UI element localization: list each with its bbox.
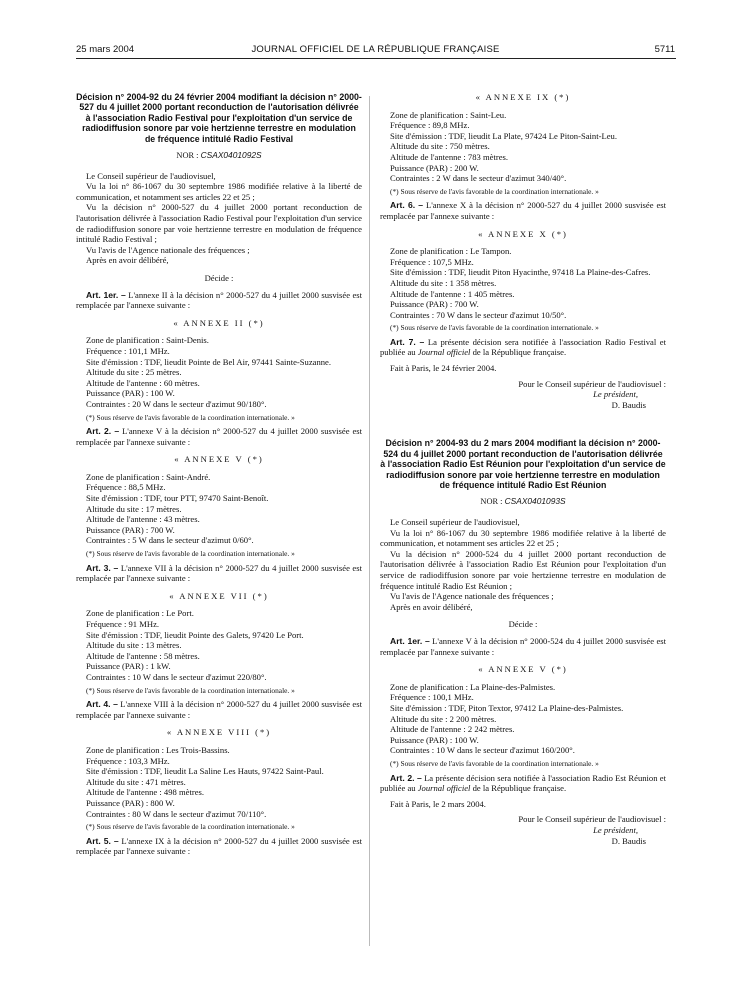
article-text: de la République française. xyxy=(470,783,567,794)
annex-line: Altitude de l'antenne : 60 mètres. xyxy=(86,377,200,388)
annex-note: (*) Sous réserve de l'avis favorable de la coordination internationale. » xyxy=(390,758,599,768)
column-divider xyxy=(369,96,370,946)
article-label: Art. 3. – xyxy=(86,562,119,573)
annex-note: (*) Sous réserve de l'avis favorable de la coordination internationale. » xyxy=(390,323,599,333)
annex-line: Puissance (PAR) : 800 W. xyxy=(86,797,175,808)
nor-label: NOR : xyxy=(480,497,503,507)
article xyxy=(380,337,666,358)
annex-line: Altitude de l'antenne : 498 mètres. xyxy=(86,787,205,798)
preamble-line: Le Conseil supérieur de l'audiovisuel, xyxy=(86,170,216,181)
annex-line: Puissance (PAR) : 200 W. xyxy=(390,162,479,173)
annex-line: Altitude du site : 25 mètres. xyxy=(86,367,182,378)
article xyxy=(76,563,362,584)
annex-line: Site d'émission : TDF, lieudit La Saline Les Hauts, 97422 Saint-Paul. xyxy=(86,766,324,777)
annex-line: Puissance (PAR) : 100 W. xyxy=(86,388,175,399)
annex-line: Fréquence : 107,5 MHz. xyxy=(390,256,474,267)
signature-role: Le président, xyxy=(593,389,638,400)
article-text: L'annexe VII à la décision n° 2000-527 du 4 juillet 2000 susvisée est remplacée par l'annexe suivante : xyxy=(76,562,362,584)
page-header xyxy=(0,0,751,80)
annex-line: Altitude du site : 1 358 mètres. xyxy=(390,277,497,288)
annex-line: Site d'émission : TDF, Piton Textor, 97412 La Plaine-des-Palmistes. xyxy=(390,702,624,713)
header-rule xyxy=(76,58,676,59)
article-text: La présente décision sera notifiée à l'association Radio Est Réunion et publiée au xyxy=(380,772,666,794)
annex-line: Altitude de l'antenne : 43 mètres. xyxy=(86,514,200,525)
annex-heading: « ANNEXE VIII (*) xyxy=(166,727,272,738)
annex-line: Site d'émission : TDF, lieudit Pointe des Galets, 97420 Le Port. xyxy=(86,629,304,640)
annex-line: Contraintes : 20 W dans le secteur d'azimut 90/180°. xyxy=(86,398,267,409)
article-label: Art. 5. – xyxy=(86,835,119,846)
article-label: Art. 1er. – xyxy=(390,636,430,646)
preamble-line: Vu la décision n° 2000-527 du 4 juillet 2000 portant reconduction de l'autorisation délivrée à l'association Radio Festival pour l'exploitation d'un service de radiodiffusion sonore par voie hertzienne terrestre en modulation de fréquence intitulé Radio Festival ; xyxy=(76,202,362,245)
annex-line: Site d'émission : TDF, tour PTT, 97470 Saint-Benoît. xyxy=(86,493,269,504)
annex-line: Contraintes : 5 W dans le secteur d'azimut 0/60°. xyxy=(86,535,254,546)
annex-line: Fréquence : 101,1 MHz. xyxy=(86,345,170,356)
preamble-line: Vu la loi n° 86-1067 du 30 septembre 1986 modifiée relative à la liberté de communication, et notamment ses articles 22 et 25 ; xyxy=(76,181,362,202)
annex-heading: « ANNEXE VII (*) xyxy=(169,590,269,601)
preamble-line: Vu l'avis de l'Agence nationale des fréquences ; xyxy=(86,244,250,255)
annex-line: Puissance (PAR) : 700 W. xyxy=(86,524,175,535)
annex-line: Zone de planification : Le Port. xyxy=(86,608,194,619)
preamble-line: Vu la décision n° 2000-524 du 4 juillet 2000 portant reconduction de l'autorisation délivrée à l'association Radio Est Réunion pour l'exploitation d'un service de radiodiffusion sonore par voie hertzienne terrestre en modulation de fréquence intitulé Radio Est Réunion ; xyxy=(380,548,666,591)
article-label: Art. 4. – xyxy=(86,699,118,710)
article-text: L'annexe VIII à la décision n° 2000-527 du 4 juillet 2000 susvisée est remplacée par l'annexe suivante : xyxy=(76,699,362,720)
article xyxy=(380,636,666,657)
annex-line: Altitude du site : 2 200 mètres. xyxy=(390,713,497,724)
header-page-number: 5711 xyxy=(654,44,675,55)
annex-line: Altitude de l'antenne : 2 242 mètres. xyxy=(390,724,515,735)
signature-place-date: Fait à Paris, le 2 mars 2004. xyxy=(390,798,486,809)
preamble-line: Vu la loi n° 86-1067 du 30 septembre 1986 modifiée relative à la liberté de communication, et notamment ses articles 22 et 25 ; xyxy=(380,527,666,549)
decision-1-nor xyxy=(76,150,362,162)
article-label: Art. 7. – xyxy=(390,336,425,347)
decision-2-nor xyxy=(380,496,666,508)
annex-note: (*) Sous réserve de l'avis favorable de la coordination internationale. » xyxy=(390,186,599,196)
article-text: L'annexe II à la décision n° 2000-527 du 4 juillet 2000 susvisée est remplacée par l'annexe suivante : xyxy=(76,289,363,311)
article-text: L'annexe V à la décision n° 2000-527 du 4 juillet 2000 susvisée est remplacée par l'annexe suivante : xyxy=(76,426,362,447)
annex-line: Site d'émission : TDF, lieudit Piton Hyacinthe, 97418 La Plaine-des-Cafres. xyxy=(390,267,651,278)
annex-line: Zone de planification : La Plaine-des-Palmistes. xyxy=(390,681,556,692)
left-column xyxy=(76,92,362,857)
signature-for: Pour le Conseil supérieur de l'audiovisuel : xyxy=(518,378,666,389)
annex-line: Zone de planification : Saint-Denis. xyxy=(86,335,209,346)
annex-note: (*) Sous réserve de l'avis favorable de la coordination internationale. » xyxy=(86,685,295,695)
annex-line: Zone de planification : Saint-Leu. xyxy=(390,109,507,120)
annex-line: Altitude du site : 17 mètres. xyxy=(86,503,182,514)
nor-label: NOR : xyxy=(176,151,199,161)
annex-line: Zone de planification : Les Trois-Bassins. xyxy=(86,744,230,755)
annex-note: (*) Sous réserve de l'avis favorable de la coordination internationale. » xyxy=(86,549,295,559)
article-label: Art. 2. – xyxy=(86,426,120,437)
signature-role: Le président, xyxy=(593,824,638,835)
article xyxy=(76,699,362,720)
article xyxy=(76,836,362,857)
annex-line: Contraintes : 10 W dans le secteur d'azimut 220/80°. xyxy=(86,671,267,682)
annex-heading: « ANNEXE V (*) xyxy=(478,664,568,675)
decision-2-title: Décision n° 2004-93 du 2 mars 2004 modifiant la décision n° 2000-524 du 4 juillet 2000 portant reconduction de l'autorisation délivrée à l'association Radio Est Réunion pour l'exploitation d'un service de radiodiffusion sonore par voie hertzienne terrestre en modulation de fréquence intitulé Radio Est Réunion xyxy=(380,438,666,491)
annex-line: Fréquence : 91 MHz. xyxy=(86,619,160,629)
annex-line: Altitude de l'antenne : 1 405 mètres. xyxy=(390,288,515,299)
article-text: L'annexe X à la décision n° 2000-527 du 4 juillet 2000 susvisée est remplacée par l'annexe suivante : xyxy=(380,200,666,221)
preamble-line: Après en avoir délibéré, xyxy=(86,255,169,266)
preamble-line: Le Conseil supérieur de l'audiovisuel, xyxy=(390,517,520,528)
nor-code: CSAX0401092S xyxy=(200,150,262,161)
signature-name: D. Baudis xyxy=(611,835,646,846)
nor-code: CSAX0401093S xyxy=(504,496,566,507)
annex-line: Altitude du site : 13 mètres. xyxy=(86,640,182,651)
article-text-italic: Journal officiel xyxy=(417,783,471,794)
decide-label: Décide : xyxy=(508,619,538,630)
annex-line: Contraintes : 10 W dans le secteur d'azimut 160/200°. xyxy=(390,745,575,756)
decision-1-title: Décision n° 2004-92 du 24 février 2004 modifiant la décision n° 2000-527 du 4 juillet 2000 portant reconduction de l'autorisation délivrée à l'association Radio Festival pour l'exploitation d'un service de radiodiffusion sonore par voie hertzienne terrestre en modulation de fréquence intitulé Radio Festival xyxy=(76,92,362,144)
article xyxy=(76,290,362,311)
annex-line: Altitude de l'antenne : 783 mètres. xyxy=(390,151,509,162)
article-text: L'annexe V à la décision n° 2000-524 du 4 juillet 2000 susvisée est remplacée par l'annexe suivante : xyxy=(380,636,666,657)
annex-line: Altitude de l'antenne : 58 mètres. xyxy=(86,650,200,661)
annex-heading: « ANNEXE II (*) xyxy=(173,317,265,328)
annex-line: Altitude du site : 750 mètres. xyxy=(390,141,490,152)
article xyxy=(380,773,666,794)
annex-note: (*) Sous réserve de l'avis favorable de la coordination internationale. » xyxy=(86,412,295,422)
annex-line: Site d'émission : TDF, lieudit La Plate, 97424 Le Piton-Saint-Leu. xyxy=(390,130,617,141)
annex-line: Fréquence : 103,3 MHz. xyxy=(86,755,170,766)
article-text-italic: Journal officiel xyxy=(417,347,471,358)
signature-name: D. Baudis xyxy=(611,399,646,410)
article-text: L'annexe IX à la décision n° 2000-527 du 4 juillet 2000 susvisée est remplacée par l'annexe suivante : xyxy=(76,835,362,857)
signature-for: Pour le Conseil supérieur de l'audiovisuel : xyxy=(518,814,666,825)
decide-label: Décide : xyxy=(204,272,234,283)
annex-line: Zone de planification : Le Tampon. xyxy=(390,246,512,257)
article-label: Art. 6. – xyxy=(390,200,424,211)
annex-line: Puissance (PAR) : 700 W. xyxy=(390,299,479,310)
article-text: La présente décision sera notifiée à l'association Radio Festival et publiée au xyxy=(380,336,666,358)
annex-line: Fréquence : 88,5 MHz. xyxy=(86,482,166,493)
annex-line: Contraintes : 80 W dans le secteur d'azimut 70/110°. xyxy=(86,808,267,819)
preamble-line: Après en avoir délibéré, xyxy=(390,601,473,612)
annex-note: (*) Sous réserve de l'avis favorable de la coordination internationale. » xyxy=(86,822,295,832)
annex-line: Puissance (PAR) : 1 kW. xyxy=(86,661,171,672)
signature-place-date: Fait à Paris, le 24 février 2004. xyxy=(390,363,497,374)
annex-line: Fréquence : 89,8 MHz. xyxy=(390,120,470,131)
article xyxy=(76,426,362,447)
article-text: de la République française. xyxy=(470,347,567,358)
annex-line: Zone de planification : Saint-André. xyxy=(86,471,211,482)
annex-line: Puissance (PAR) : 100 W. xyxy=(390,734,479,745)
header-journal-title: JOURNAL OFFICIEL DE LA RÉPUBLIQUE FRANÇAISE xyxy=(251,44,500,55)
annex-line: Site d'émission : TDF, lieudit Pointe de Bel Air, 97441 Sainte-Suzanne. xyxy=(86,356,332,367)
article-label: Art. 1er. – xyxy=(86,289,126,300)
annex-line: Altitude du site : 471 mètres. xyxy=(86,776,186,787)
article-label: Art. 2. – xyxy=(390,772,422,783)
annex-line: Contraintes : 70 W dans le secteur d'azimut 10/50°. xyxy=(390,309,567,320)
annex-line: Contraintes : 2 W dans le secteur d'azimut 340/40°. xyxy=(390,173,567,184)
article xyxy=(380,200,666,221)
preamble-line: Vu l'avis de l'Agence nationale des fréquences ; xyxy=(390,591,554,602)
right-column xyxy=(380,92,666,846)
annex-heading: « ANNEXE V (*) xyxy=(174,454,264,465)
annex-heading: « ANNEXE IX (*) xyxy=(475,92,571,102)
annex-heading: « ANNEXE X (*) xyxy=(478,228,568,239)
annex-line: Fréquence : 100,1 MHz. xyxy=(390,692,474,703)
header-date: 25 mars 2004 xyxy=(76,44,135,55)
